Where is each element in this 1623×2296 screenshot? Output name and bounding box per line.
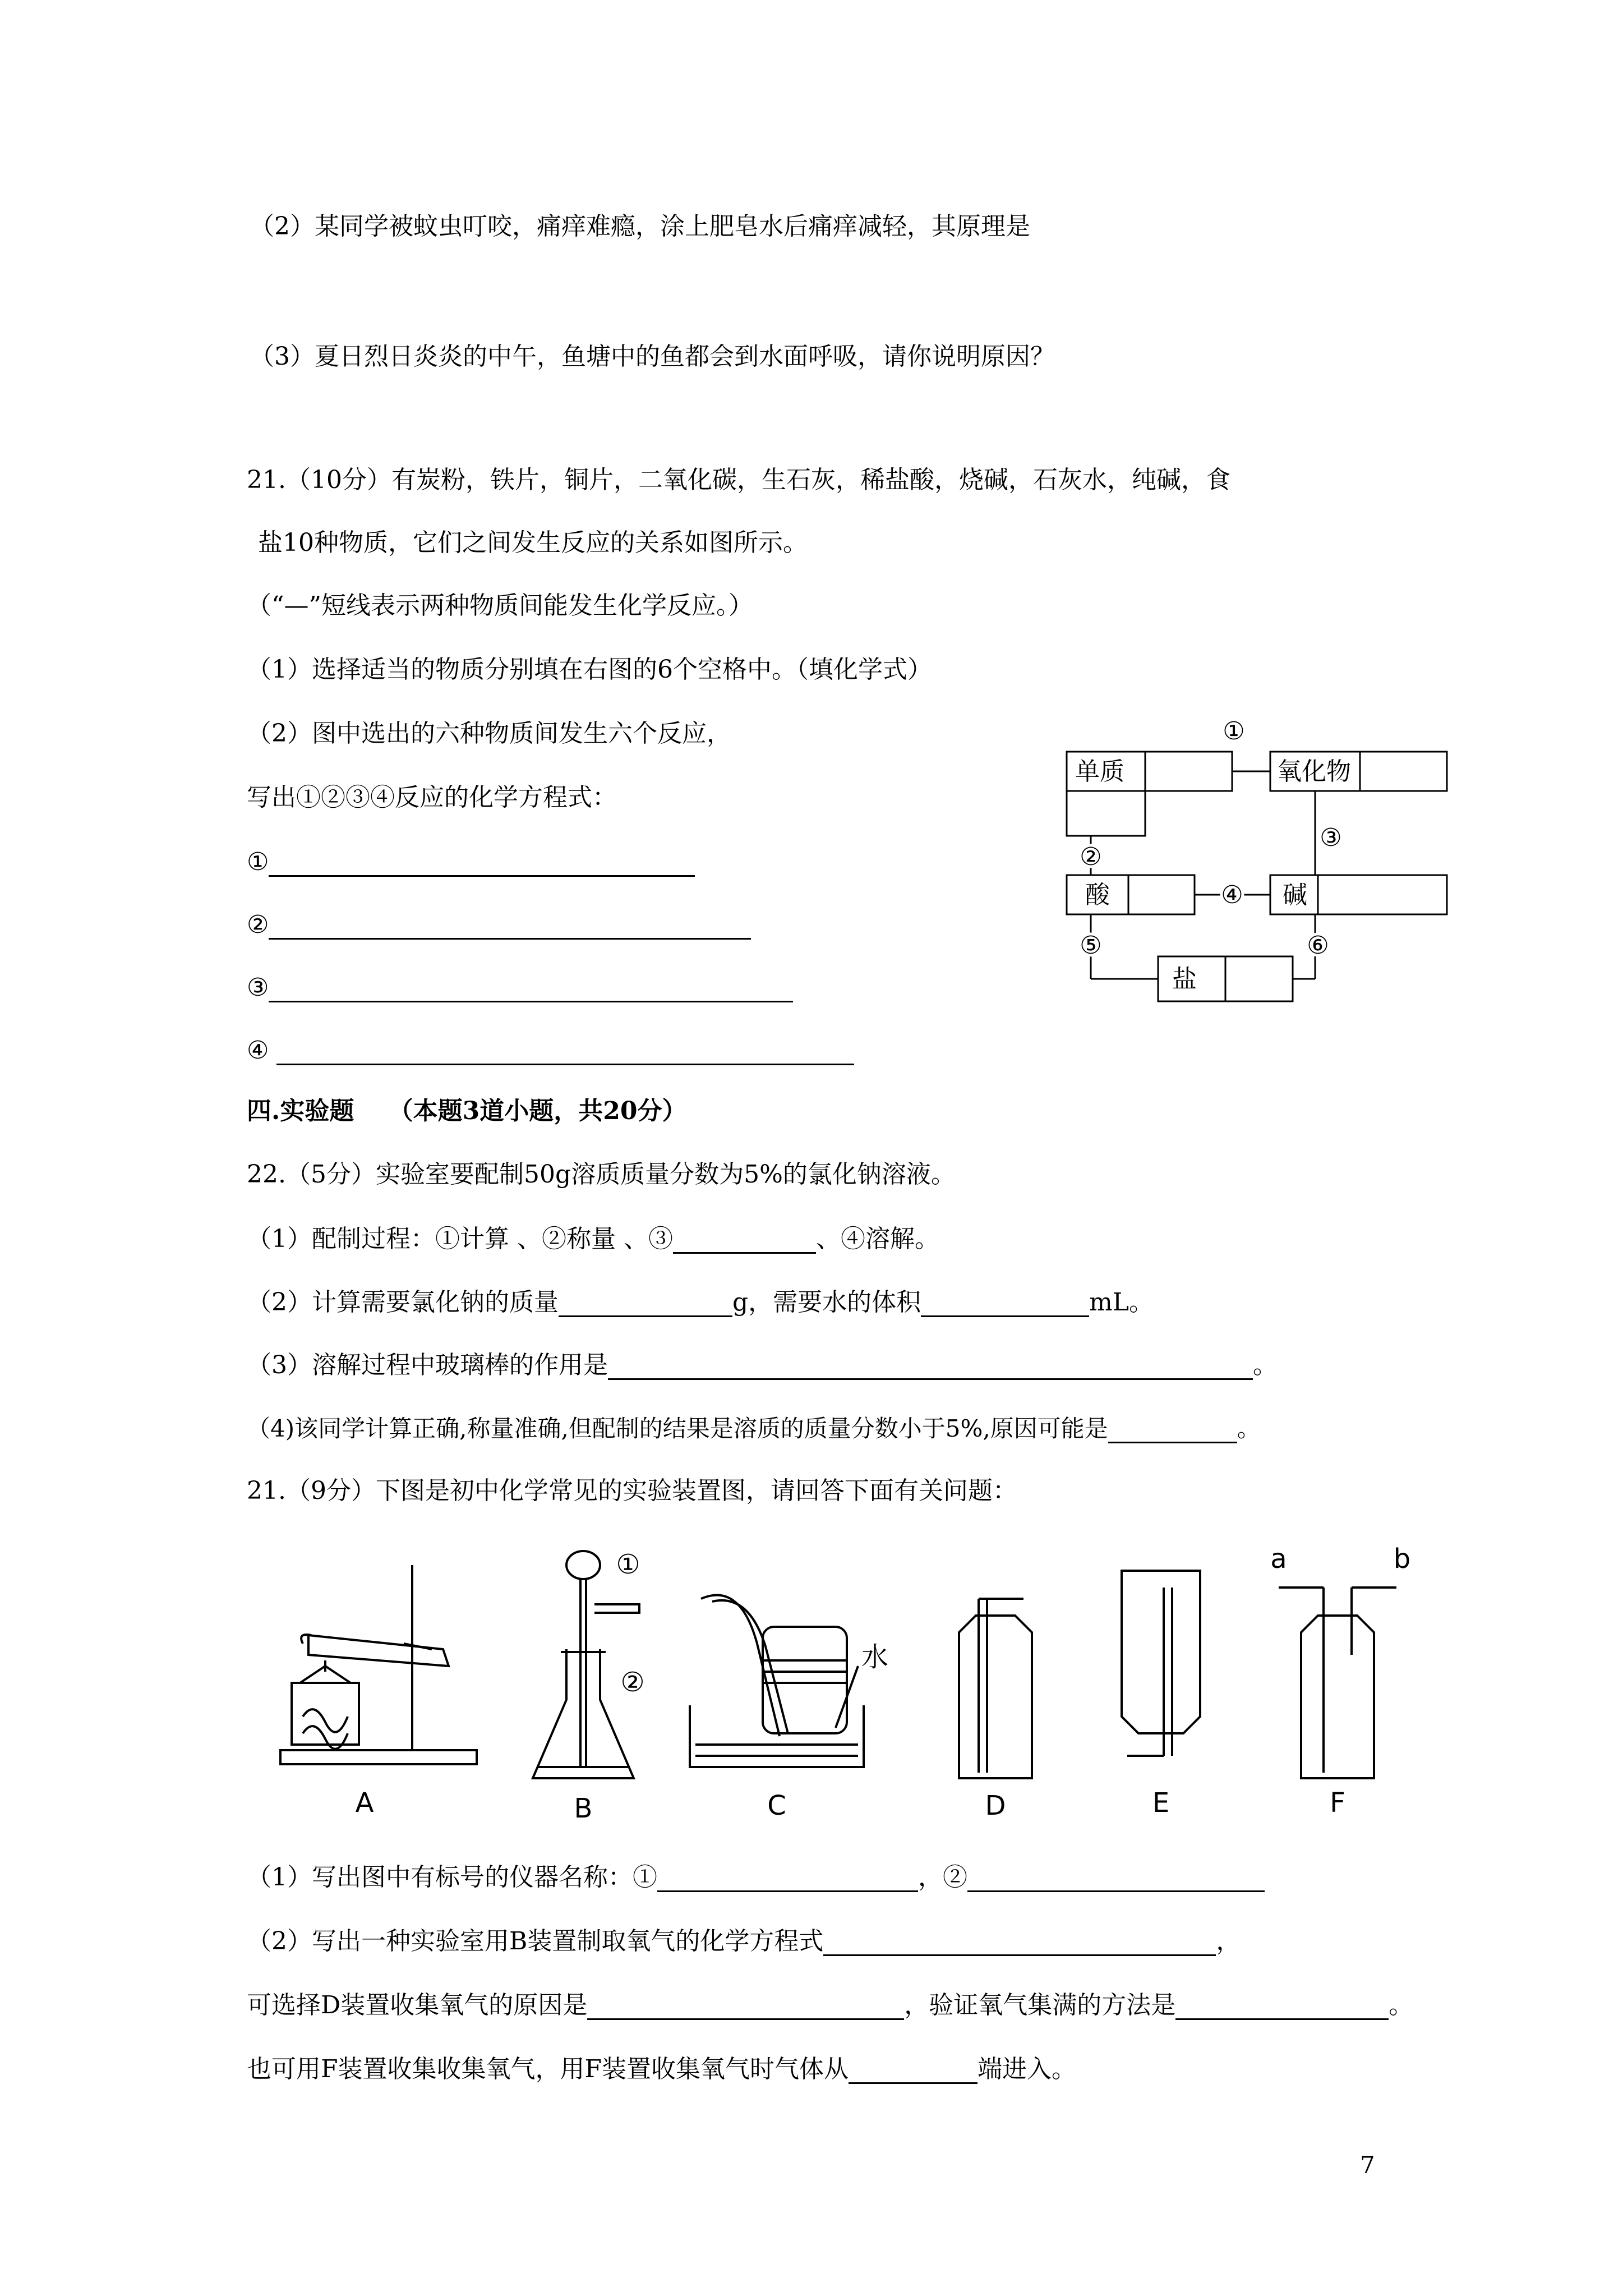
q22-part2-unit: mL。 [1089,1288,1154,1317]
q21b-part2-tail: ， [1216,1927,1241,1955]
q22-part4 [247,1412,1261,1443]
marker-1: ① [1223,718,1245,746]
q22-part3-text: （3）溶解过程中玻璃棒的作用是 [247,1351,608,1379]
q21a-sub3: 写出①②③④反应的化学方程式： [247,783,617,812]
q22-part3-tail: 。 [1253,1351,1278,1379]
blank-salt-mass[interactable] [559,1286,732,1317]
apparatus-label-c: C [767,1790,786,1821]
blank-glass-rod[interactable] [608,1349,1253,1380]
box-label-base: 碱 [1283,881,1307,909]
reaction-diagram [1054,718,1458,1027]
marker-6: ⑥ [1307,931,1329,960]
q22-title: 22.（5分）实验室要配制50g溶质质量分数为5%的氯化钠溶液。 [247,1160,956,1189]
equation-blank-1[interactable] [247,846,695,877]
marker-5: ⑤ [1080,931,1102,960]
blank-oxygen-equation[interactable] [823,1925,1216,1956]
q21b-part3-text: 可选择D装置收集氧气的原因是 [247,1991,588,2019]
apparatus-label-d: D [985,1790,1006,1821]
box-label-acid: 酸 [1085,881,1110,909]
blank-marker: ② [247,910,269,939]
box-label-salt: 盐 [1172,965,1197,993]
apparatus-label-e: E [1152,1787,1170,1819]
q22-part1-text: （1）配制过程：①计算 、②称量 、③ [247,1225,673,1253]
blank-reason[interactable] [1108,1412,1237,1443]
q21b-part4 [247,2053,1076,2085]
apparatus-mark-b: b [1393,1543,1411,1575]
q21b-part1-text: （1）写出图中有标号的仪器名称：① [247,1863,657,1892]
blank-gas-inlet[interactable] [849,2053,978,2084]
marker-2: ② [1080,843,1102,871]
q21b-part3-mid: ，验证氧气集满的方法是 [904,1991,1176,2019]
q21b-part3 [247,1989,1413,2021]
equation-blank-2[interactable] [247,909,751,940]
q21a-line1: 21.（10分）有炭粉，铁片，铜片，二氧化碳，生石灰，稀盐酸，烧碱，石灰水，纯碱，食 [247,466,1230,494]
equation-blank-4[interactable] [247,1034,854,1066]
blank-instrument-2[interactable] [967,1861,1265,1892]
q21a-sub1: （1）选择适当的物质分别填在右图的6个空格中。（填化学式） [247,655,932,684]
q21a-line2: 盐10种物质，它们之间发生反应的关系如图所示。 [258,528,808,557]
q21b-part3-tail: 。 [1389,1991,1414,2019]
answer-line [269,972,793,1002]
q22-part2-text: （2）计算需要氯化钠的质量 [247,1288,559,1317]
q22-part1 [247,1223,939,1254]
answer-line [276,1034,854,1065]
page-number: 7 [1360,2151,1375,2179]
blank-marker: ③ [247,973,269,1002]
q21b-part1 [247,1861,1265,1893]
q21b-part4-tail: 端进入。 [978,2055,1077,2083]
marker-4: ④ [1221,881,1243,909]
apparatus-mark-2: ② [620,1667,645,1698]
apparatus-figure [269,1531,1424,1823]
q21b-title: 21.（9分）下图是初中化学常见的实验装置图，请回答下面有关问题： [247,1476,1017,1505]
apparatus-mark-water: 水 [861,1641,889,1673]
q21a-line3: （“—”短线表示两种物质间能发生化学反应。） [247,591,753,620]
section-note: （本题3道小题，共20分） [388,1097,687,1125]
q21b-part2-text: （2）写出一种实验室用B装置制取氧气的化学方程式 [247,1927,824,1955]
q21b-part4-text: 也可用F装置收集收集氧气，用F装置收集氧气时气体从 [247,2055,849,2083]
equation-blank-3[interactable] [247,972,793,1003]
blank-step3[interactable] [673,1223,816,1254]
q20-part3: （3）夏日烈日炎炎的中午，鱼塘中的鱼都会到水面呼吸，请你说明原因？ [250,342,1055,371]
apparatus-label-f: F [1330,1787,1345,1819]
section-title: 四.实验题 [247,1097,354,1125]
blank-full-check[interactable] [1175,1989,1389,2020]
answer-line [269,846,695,877]
box-label-oxide: 氧化物 [1277,757,1351,786]
blank-marker: ④ [247,1036,269,1065]
q22-part4-text: （4)该同学计算正确,称量准确,但配制的结果是溶质的质量分数小于5%,原因可能是 [247,1415,1108,1442]
apparatus-label-b: B [574,1793,593,1823]
q21b-part2 [247,1925,1241,1957]
q22-part3 [247,1349,1278,1381]
q21a-sub2: （2）图中选出的六种物质间发生六个反应， [247,719,731,748]
blank-water-volume[interactable] [921,1286,1089,1317]
q22-part2-mid: g，需要水的体积 [732,1288,921,1317]
box-label-elemental: 单质 [1075,757,1124,786]
apparatus-mark-1: ① [616,1549,640,1580]
q22-part2 [247,1286,1154,1318]
q22-part1-tail: 、④溶解。 [815,1225,939,1253]
blank-instrument-1[interactable] [657,1861,918,1892]
blank-collect-reason[interactable] [587,1989,904,2020]
apparatus-mark-a: a [1270,1543,1287,1575]
q22-part4-tail: 。 [1237,1415,1261,1442]
answer-line [269,909,751,940]
q20-part2: （2）某同学被蚊虫叮咬，痛痒难瘾，涂上肥皂水后痛痒减轻，其原理是 [250,212,1030,241]
q21b-part1-mid: ，② [918,1863,967,1892]
apparatus-label-a: A [355,1787,374,1819]
section-heading [247,1097,686,1126]
blank-marker: ① [247,848,269,876]
marker-3: ③ [1320,823,1342,852]
